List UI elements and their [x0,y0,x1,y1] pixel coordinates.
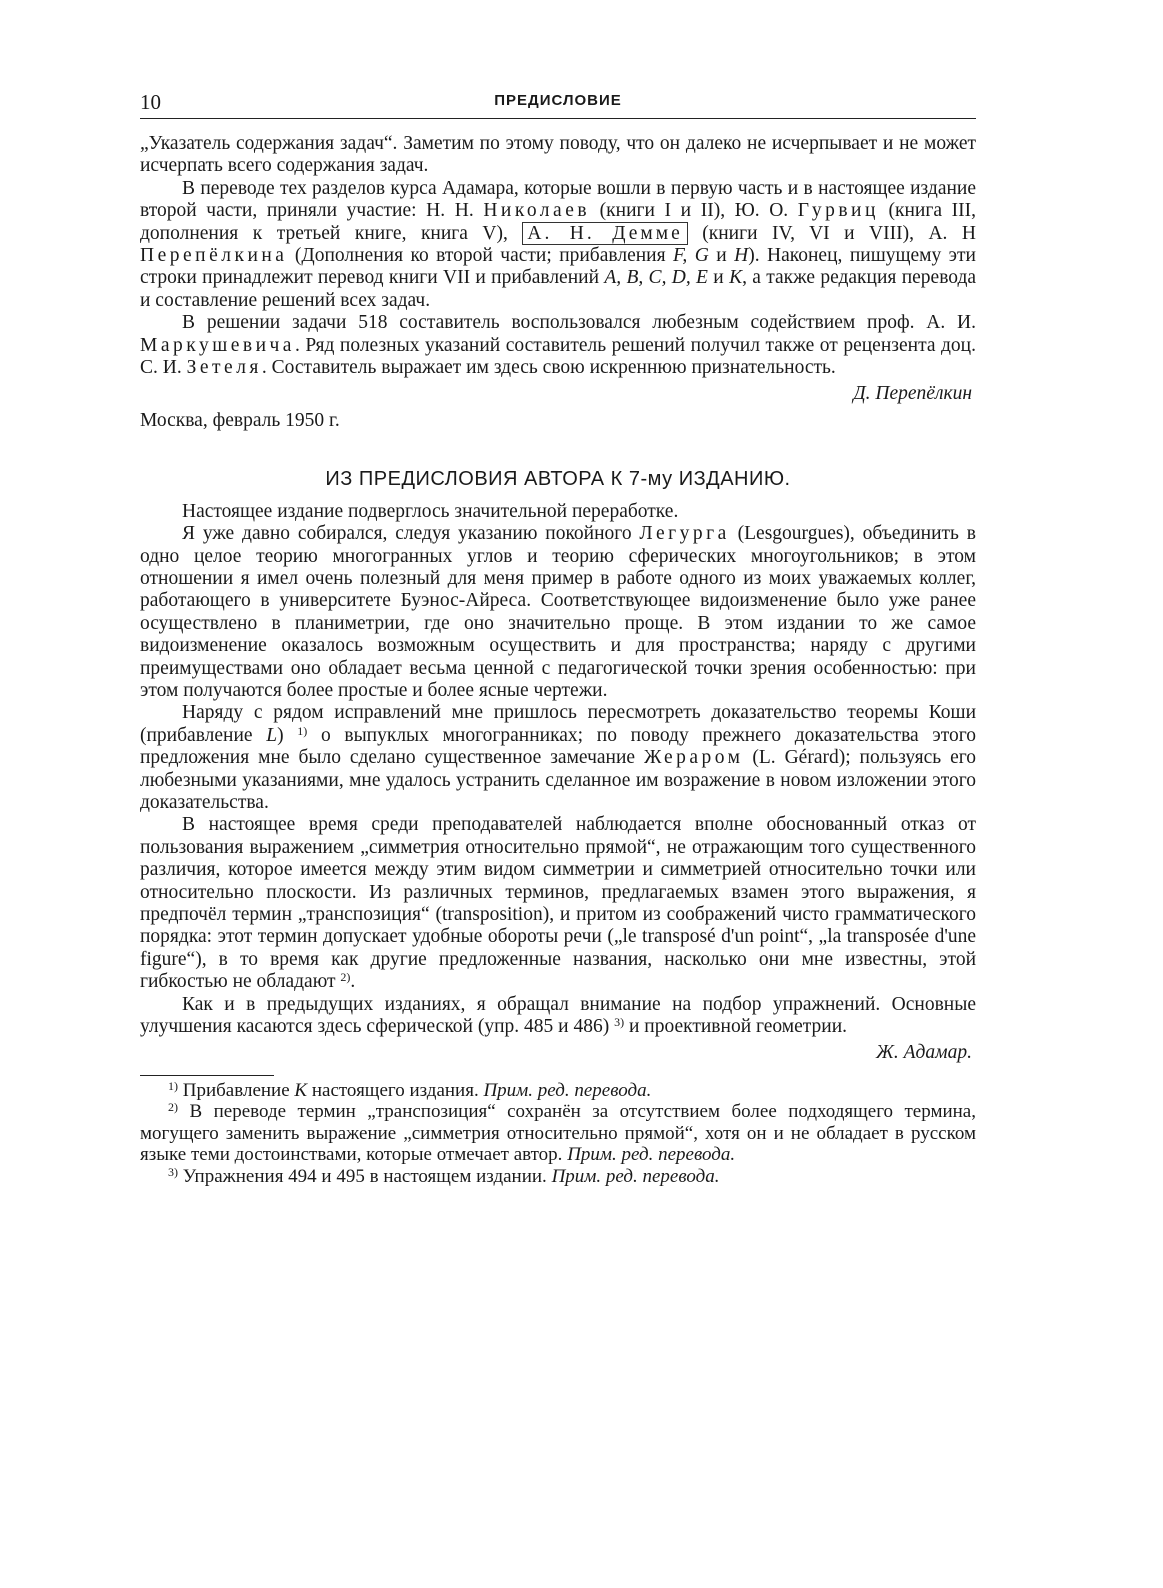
place-date: Москва, февраль 1950 г. [140,409,340,431]
name-zherar: Жераром [643,747,744,769]
section-title: ИЗ ПРЕДИСЛОВИЯ АВТОРА К 7-му ИЗДАНИЮ. [325,468,791,491]
footnote-ref-3: 3) [614,1015,625,1030]
preface-signature: Д. Перепёлкин [853,383,972,405]
footnote-2: $^{2)}$ В переводе термин „транспозиция“ сохранён за отсутствием более подходящего термина, могущего заменить выражение „симметрия относительно прямой“, хотя он и не обладает в русском языке теми достоинствами, которые отмечает автор. Прим. ред. перевода. [140,1100,976,1166]
name-perepelkina: Перепёлкина [140,245,288,267]
page-body [140,133,976,1187]
page-number: 10 [140,90,161,114]
preface-paragraph-1: „Указатель содержания задач“. Заметим по этому поводу, что он далеко не исчерпывает и не может исчерпать всего содержания задач. [140,133,976,177]
footnote-ref-2: 2) [340,970,351,985]
author-paragraph-2: Я уже давно собирался, следуя указанию покойного Легурга (Lesgourgues), объединить в одно целое теорию многогранных углов и теорию сферических многоугольников; в этом отношении я имел очень полезный для меня пример в работе одного из моих уважаемых коллег, работающего в университете Буэнос-Айреса. Соответствующее видоизменение было уже ранее осуществлено в планиметрии, где оно значительно проще. В этом издании то же самое видоизменение оказалось возможным осуществить и для пространства; наряду с другими преимуществами оно обладает весьма ценной с педагогической точки зрения особенностью: при этом получаются более простые и более ясные чертежи. [140,523,976,701]
footnote-ref-1: 1) [297,723,308,738]
footnote-1: $^{1)}$ Прибавление K настоящего издания. Прим. ред. перевода. [168,1078,652,1101]
author-paragraph-1: Настоящее издание подверглось значительной переработке. [182,500,679,522]
highlighted-name-demme: А. Н. Демме [522,222,687,245]
footnotes [140,1080,976,1188]
preface-paragraph-2: В переводе тех разделов курса Адамара, которые вошли в первую часть и в настоящее издание второй части, приняли участие: Н. Н. Николаев (книги I и II), Ю. О. Гурвиц (книга III, дополнения к третьей книге, книга V), А. Н. Демме (книги IV, VI и VIII), А. Н Перепёлкина (Дополнения ко второй части; прибавления F, G и H). Наконец, пишущему эти строки принадлежит перевод книги VII и прибавлений A, B, C, D, E и K, а также редакция перевода и составление решений всех задач. [140,177,977,311]
name-nikolaev: Николаев [483,200,591,222]
running-title: ПРЕДИСЛОВИЕ [494,92,622,109]
footnote-3: $^{3)}$ Упражнения 494 и 495 в настоящем издании. Прим. ред. перевода. [168,1164,720,1187]
name-legurg: Легурга [639,523,730,545]
author-paragraph-5: Как и в предыдущих изданиях, я обращал внимание на подбор упражнений. Основные улучшения касаются здесь сферической (упр. 485 и 486) $^{3)}$ и проективной геометрии. [140,993,976,1038]
name-zetel: Зетеля [186,357,262,379]
preface-paragraph-3: В решении задачи 518 составитель воспользовался любезным содействием проф. А. И. Маркушевича. Ряд полезных указаний составитель решений получил также от рецензента доц. С. И. Зетеля. Составитель выражает им здесь свою искреннюю признательность. [140,312,976,379]
book-page [140,88,976,1187]
author-paragraph-3: Наряду с рядом исправлений мне пришлось пересмотреть доказательство теоремы Коши (прибавление L) $^{1)}$ о выпуклых многогранниках; по поводу прежнего доказательства этого предложения мне было сделано существенное замечание Жераром (L. Gérard); пользуясь его любезными указаниями, мне удалось устранить сделанное им возражение в новом изложении этого доказательства. [140,702,976,813]
footnote-divider [140,1075,274,1076]
name-markushevich: Маркушевича [140,334,295,356]
author-signature: Ж. Адамар. [876,1042,972,1064]
author-paragraph-4: В настоящее время среди преподавателей наблюдается вполне обоснованный отказ от пользования выражением „симметрия относительно прямой“, не отражающим того существенного различия, которое имеется между этим видом симметрии и симметрией относительно точки или относительно плоскости. Из различных терминов, предлагаемых взамен этого выражения, я предпочёл термин „транспозиция“ (transposition), и притом из соображений чисто грамматического порядка: этот термин допускает удобные обороты речи („le transposé d'un point“, „la transposée d'une figure“), в то время как другие предложенные названия, насколько они мне известны, этой гибкостью не обладают $^{2)}$. [140,814,976,993]
page-header [140,88,976,119]
name-gurvic: Гурвиц [797,200,879,222]
